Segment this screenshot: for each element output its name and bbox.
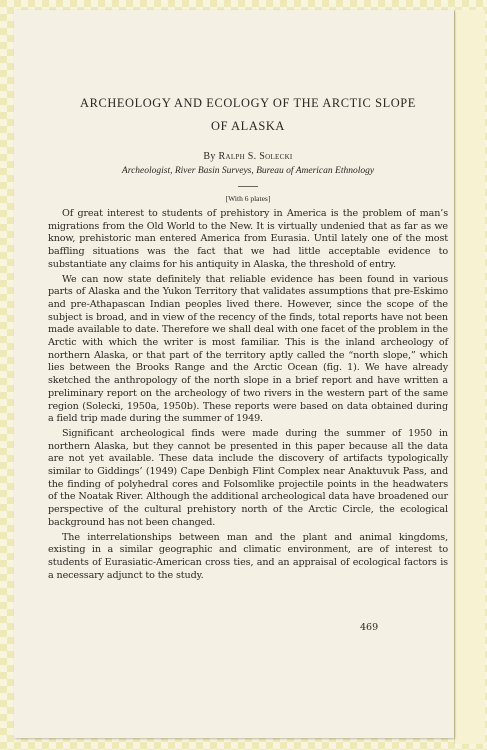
paragraph-4: The interrelationships between man and the plant and animal kingdoms, existing in a similar geographic and climatic environment, are of interest to students of Eurasiatic-American cross ties, and an appraisal of ecological factors is a necessary adjunct to the study. <box>48 531 448 581</box>
backing-strip <box>454 10 485 744</box>
paragraph-1: Of great interest to students of prehistory in America is the problem of man’s migrations from the Old World to the New. It is virtually undenied that as far as we know, prehistoric man entered America from Eurasia. Until lately one of the most baffling situations was the fact that we had little acceptable evidence to substantiate any claims for his antiquity in Alaska, the threshold of entry. <box>48 208 448 270</box>
page-content <box>48 92 448 584</box>
plates-note: [With 6 plates] <box>225 194 271 203</box>
author-name: Ralph S. Solecki <box>218 151 293 162</box>
document-page <box>14 10 454 738</box>
page-number: 469 <box>360 622 379 633</box>
paragraph-2: We can now state definitely that reliable evidence has been found in various parts of Alaska and the Yukon Territory that validates assumptions that pre-Eskimo and pre-Athapascan Indian peoples lived there. However, since the scope of the subject is broad, and in view of the recency of the finds, total reports have not been made available to date. Therefore we shall deal with one facet of the problem in the Arctic with which the writer is most familiar. This is the inland archeology of northern Alaska, or that part of the territory aptly called the “north slope,” which lies between the Brooks Range and the Arctic Ocean (fig. 1). We have already sketched the anthropology of the north slope in a brief report and have written a preliminary report on the archeology of two rivers in the western part of the same region (Solecki, 1950a, 1950b). These reports were based on data obtained during a field trip made during the summer of 1949. <box>48 273 448 425</box>
title-line-1: ARCHEOLOGY AND ECOLOGY OF THE ARCTIC SLOPE <box>80 96 416 110</box>
title-line-2: OF ALASKA <box>211 119 285 133</box>
author-affiliation: Archeologist, River Basin Surveys, Bureau of American Ethnology <box>121 166 375 176</box>
article-body <box>48 208 448 582</box>
paragraph-3: Significant archeological finds were made during the summer of 1950 in northern Alaska, but they cannot be presented in this paper because all the data are not yet available. These data include the discovery of artifacts typologically similar to Giddings’ (1949) Cape Denbigh Flint Complex near Anaktuvuk Pass, and the finding of polyhedral cores and Folsomlike projectile points in the headwaters of the Noatak River. Although the additional archeological data have broadened our perspective of the cultural prehistory north of the Arctic Circle, the ecological background has not been changed. <box>48 427 448 528</box>
article-title <box>48 92 448 138</box>
divider-rule <box>238 186 258 187</box>
byline <box>48 151 448 162</box>
byline-prefix: By <box>203 151 216 162</box>
